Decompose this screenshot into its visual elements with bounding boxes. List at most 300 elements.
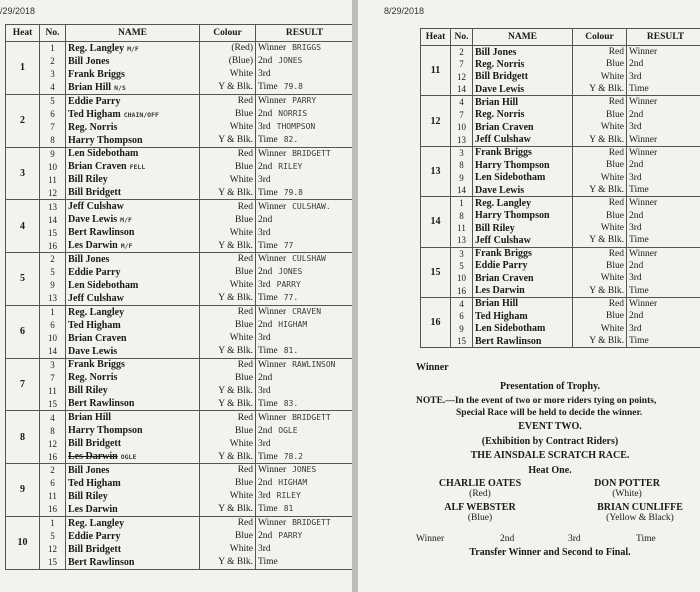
rider-number: 15 [40,398,66,411]
result-place-label: Winner [629,47,658,58]
result-place-label: Time [629,336,649,347]
bottom-time-label: Time [636,534,656,544]
result-cell [256,556,353,569]
handwritten-result: BRIGGS [292,43,322,53]
result-place-label: Winner [629,97,658,108]
heat-row [6,213,353,226]
handwritten-result: JONES [278,267,303,277]
result-place-label: 2nd [629,59,644,70]
result-place-label: 3rd [629,172,642,183]
rider-colour: White [200,121,256,134]
heat-row [421,146,700,159]
rider-number: 16 [40,450,66,463]
result-cell [256,68,353,81]
rider-name: Frank Briggs [475,248,532,260]
rider-name: Frank Briggs [475,147,532,159]
rider-name-cell [473,184,573,197]
result-cell [627,297,700,310]
rider-colour: Red [200,305,256,318]
rider-colour: Red [573,46,627,59]
result-cell [256,398,353,411]
rider-name-cell [66,358,200,371]
rider-name-cell [66,529,200,542]
rider-name: Bill Jones [68,253,110,265]
handwritten-result: 77. [283,293,299,303]
rider-charlie-oates [425,478,535,499]
rider-colour: White [200,490,256,503]
handwritten-result: CULSHAW. [292,201,331,211]
rider-name: Harry Thompson [68,425,143,437]
result-place-label: 3rd [258,227,271,238]
heat-row [6,318,353,331]
result-cell [256,411,353,424]
handwritten-result: HIGHAM [278,478,308,488]
handwritten-result: RILEY [276,491,301,501]
rider-colour: Blue [200,318,256,331]
result-cell [627,260,700,273]
result-cell [256,213,353,226]
rider-number: 6 [451,310,473,323]
handwritten-result: OGLE [278,425,298,435]
handwritten-result: PARRY [278,531,303,541]
heat-row [421,272,700,285]
heat-number: 10 [6,516,40,569]
rider-name-cell [66,173,200,186]
result-place-label: Winner [629,248,658,259]
rider-colour: White [200,226,256,239]
result-place-label: 2nd [258,267,273,278]
rider-number: 13 [40,200,66,213]
handwritten-note: M/F [127,44,139,53]
rider-colour: Red [573,297,627,310]
handwritten-note: OGLE [120,453,137,462]
rider-name: Eddie Parry [68,95,121,107]
result-place-label: 2nd [629,311,644,322]
rider-colour: White [200,332,256,345]
result-place-label: 3rd [629,223,642,234]
rider-number: 4 [40,81,66,94]
result-cell [256,318,353,331]
rider-name-cell [473,58,573,71]
rider-name-cell [473,260,573,273]
rider-number: 11 [40,490,66,503]
result-place-label: Winner [258,359,287,370]
rider-name: Reg. Norris [475,109,525,121]
rider-name-cell [66,332,200,345]
handwritten-result: RILEY [278,161,303,171]
heat-row [6,147,353,160]
heat-row [6,503,353,516]
heat-number: 6 [6,305,40,358]
rider-colour: Blue [200,477,256,490]
transfer-instruction: Transfer Winner and Second to Final. [469,547,631,558]
heat-row [6,345,353,358]
note-text-1: —In the event of two or more riders tying on points, [445,396,657,406]
rider-colour: Blue [573,209,627,222]
result-header: RESULT [627,29,700,46]
heat-row [421,58,700,71]
no-header: No. [40,25,66,42]
heat-row [421,234,700,247]
handwritten-note: M/F [120,242,133,251]
rider-colour: (Blue) [467,513,493,523]
rider-number: 12 [40,437,66,450]
heat-row [6,543,353,556]
result-place-label: Time [258,398,278,409]
rider-name: BRIAN CUNLIFFE [597,502,683,513]
heat-row [421,335,700,348]
handwritten-result: 81. [283,346,299,356]
result-place-label: Time [629,285,649,296]
rider-name-cell [66,437,200,450]
rider-name-cell [473,272,573,285]
rider-number: 5 [40,266,66,279]
rider-colour: Y & Blk. [573,285,627,298]
heat-row [6,239,353,252]
rider-number: 13 [40,292,66,305]
rider-number: 7 [40,121,66,134]
handwritten-note: M/F [120,216,132,225]
result-place-label: 3rd [258,544,271,555]
rider-name: Reg. Norris [475,58,525,70]
rider-name-cell [473,46,573,59]
result-cell [256,134,353,147]
rider-colour: Blue [573,58,627,71]
rider-name-cell [66,424,200,437]
result-cell [256,55,353,68]
rider-name-cell [66,305,200,318]
rider-number: 14 [40,213,66,226]
result-cell [627,71,700,84]
rider-number: 12 [451,71,473,84]
rider-colour: White [573,171,627,184]
result-cell [256,253,353,266]
result-place-label: Time [258,346,278,357]
heat-number: 7 [6,358,40,411]
rider-number: 9 [40,279,66,292]
rider-number: 10 [451,121,473,134]
result-place-label: Winner [258,465,287,476]
result-cell [627,108,700,121]
rider-name: Len Sidebotham [68,148,139,160]
rider-name: Brian Craven [475,121,534,133]
result-place-label: 2nd [629,109,644,120]
result-cell [627,159,700,172]
rider-number: 2 [40,253,66,266]
note-label: NOTE. [416,396,446,406]
rider-number: 14 [40,345,66,358]
rider-name: Brian Hill [475,298,519,310]
rider-colour: Red [200,516,256,529]
rider-colour: Blue [200,107,256,120]
rider-number: 1 [451,197,473,210]
result-cell [256,490,353,503]
rider-name: Harry Thompson [475,210,550,222]
rider-colour: Y & Blk. [200,384,256,397]
result-place-label: Winner [629,298,658,309]
heat-row [6,516,353,529]
rider-name-cell [473,159,573,172]
handwritten-result: PARRY [292,96,317,106]
handwritten-result: 83. [283,398,299,408]
rider-colour: Y & Blk. [573,184,627,197]
rider-number: 3 [40,68,66,81]
heat-row [6,266,353,279]
result-place-label: 2nd [258,56,273,67]
rider-name: Reg. Langley [68,42,125,54]
rider-name: Ted Higham [68,108,121,120]
result-cell [256,543,353,556]
rider-name-cell [473,146,573,159]
heat-row [421,46,700,59]
rider-name: Les Darwin [68,503,118,515]
heat-one-label: Heat One. [528,465,572,476]
rider-name-cell [66,345,200,358]
rider-name-cell [473,134,573,147]
rider-number: 10 [40,332,66,345]
result-place-label: 2nd [258,161,273,172]
rider-number: 16 [451,285,473,298]
rider-name-cell [66,450,200,463]
rider-number: 6 [40,107,66,120]
rider-number: 3 [451,146,473,159]
heat-row [6,200,353,213]
rider-colour: Blue [200,371,256,384]
rider-name: Eddie Parry [475,260,528,272]
rider-name: Brian Craven [68,332,127,344]
result-place-label: Time [258,293,278,304]
rider-name-cell [473,222,573,235]
result-cell [627,209,700,222]
result-cell [256,529,353,542]
print-date-right: 8/29/2018 [384,6,425,16]
rider-colour: Y & Blk. [200,239,256,252]
heat-number: 15 [421,247,451,297]
result-cell [627,247,700,260]
rider-name: Bill Jones [475,46,517,58]
rider-name-cell [473,285,573,298]
rider-number: 4 [451,96,473,109]
result-header: RESULT [256,25,353,42]
rider-colour: (Blue) [200,55,256,68]
result-place-label: 3rd [258,174,271,185]
rider-colour: Blue [200,213,256,226]
rider-colour: Y & Blk. [200,450,256,463]
rider-name-cell [66,279,200,292]
result-place-label: 3rd [629,122,642,133]
rider-name: Dave Lewis [475,83,525,95]
rider-name: Jeff Culshaw [475,234,531,246]
rider-name-cell [66,134,200,147]
rider-name: Bill Riley [68,490,108,502]
heat-row [6,398,353,411]
rider-colour: Red [573,197,627,210]
rider-colour: Red [200,200,256,213]
result-cell [256,292,353,305]
rider-name-cell [473,71,573,84]
left-heats-table [5,24,352,570]
rider-colour: Red [200,411,256,424]
result-place-label: Winner [258,254,287,265]
bottom-third-label: 3rd [568,534,581,544]
rider-number: 15 [40,226,66,239]
rider-name: Brian Hill [475,96,519,108]
result-place-label: Time [258,451,278,462]
rider-name-cell [473,197,573,210]
handwritten-result: RAWLINSON [292,359,336,369]
heat-row [6,450,353,463]
result-place-label: Winner [629,147,658,158]
rider-colour: Blue [200,266,256,279]
rider-colour: Red [200,464,256,477]
rider-name-cell [66,411,200,424]
rider-name: Bill Jones [68,55,110,67]
heat-row [6,107,353,120]
result-place-label: 2nd [258,214,273,225]
rider-colour: White [200,279,256,292]
heat-number: 16 [421,297,451,347]
rider-name: Eddie Parry [68,530,121,542]
rider-name-cell [473,335,573,348]
result-cell [627,234,700,247]
rider-name: Reg. Langley [475,197,532,209]
result-cell [627,310,700,323]
result-cell [256,503,353,516]
rider-colour: White [200,437,256,450]
heat-header: Heat [6,25,40,42]
handwritten-result: NORRIS [278,109,308,119]
handwritten-result: 81 [283,504,294,514]
heat-number: 5 [6,253,40,306]
heat-row [421,121,700,134]
result-cell [256,94,353,107]
heat-row [421,222,700,235]
rider-colour: White [200,68,256,81]
rider-number: 1 [40,305,66,318]
rider-name: Reg. Langley [68,306,125,318]
rider-name: Bert Rawlinson [68,398,135,410]
name-header: NAME [66,25,200,42]
rider-name-cell [66,147,200,160]
heat-row [6,94,353,107]
rider-name: Jeff Culshaw [68,201,124,213]
rider-name-cell [66,384,200,397]
rider-colour: Y & Blk. [200,187,256,200]
result-place-label: Time [258,82,278,93]
heat-row [6,55,353,68]
result-cell [627,121,700,134]
rider-name-cell [66,200,200,213]
rider-name: Reg. Norris [68,121,118,133]
result-place-label: Winner [258,201,287,212]
rider-colour: White [573,272,627,285]
result-cell [627,335,700,348]
rider-colour: Red [573,247,627,260]
handwritten-result: CRAVEN [292,307,322,317]
result-place-label: 3rd [258,385,271,396]
rider-number: 2 [40,464,66,477]
heat-row [6,371,353,384]
handwritten-result: THOMPSON [276,122,316,132]
result-place-label: 3rd [258,333,271,344]
result-place-label: 3rd [258,280,271,291]
heat-row [421,71,700,84]
rider-colour: Y & Blk. [573,134,627,147]
handwritten-result: HIGHAM [278,320,308,330]
rider-name: Len Sidebotham [475,172,546,184]
rider-name-cell [66,398,200,411]
rider-number: 8 [451,159,473,172]
result-place-label: 2nd [258,109,273,120]
rider-name: Brian Craven [68,161,127,173]
heat-number: 14 [421,197,451,247]
heat-number: 4 [6,200,40,253]
handwritten-result: BRIDGETT [292,412,331,422]
heat-row [6,332,353,345]
rider-name-cell [66,81,200,94]
rider-name-cell [66,55,200,68]
rider-number: 14 [451,83,473,96]
rider-name: Les Darwin [68,240,118,252]
rider-name: Brian Craven [475,272,534,284]
rider-name: Bill Jones [68,464,110,476]
heat-row [421,260,700,273]
heat-row [6,437,353,450]
heat-row [421,247,700,260]
result-cell [256,147,353,160]
rider-name-cell [66,490,200,503]
handwritten-result: JONES [278,56,303,66]
rider-name-cell [66,292,200,305]
result-cell [256,384,353,397]
result-cell [256,226,353,239]
handwritten-result: 77 [283,240,294,250]
handwritten-result: 79.8 [283,82,303,92]
rider-number: 11 [40,173,66,186]
race-name: THE AINSDALE SCRATCH RACE. [470,450,630,461]
rider-colour: White [200,543,256,556]
rider-name-cell [473,171,573,184]
result-place-label: Time [258,135,278,146]
rider-colour: Red [200,94,256,107]
result-place-label: Time [258,187,278,198]
result-cell [256,81,353,94]
rider-name: Frank Briggs [68,359,125,371]
heat-row [421,285,700,298]
heat-row [6,477,353,490]
rider-number: 15 [451,335,473,348]
result-place-label: Winner [258,96,287,107]
result-place-label: 3rd [258,491,271,502]
rider-name-cell [66,160,200,173]
rider-colour: Blue [573,260,627,273]
rider-name: Eddie Parry [68,266,121,278]
exhibition-subtitle: (Exhibition by Contract Riders) [481,436,619,447]
result-place-label: Time [258,240,278,251]
rider-name-cell [66,318,200,331]
result-cell [627,197,700,210]
rider-colour: Y & Blk. [200,134,256,147]
overall-winner-label: Winner [416,362,449,373]
result-place-label: Time [629,84,649,95]
rider-colour: White [573,121,627,134]
rider-name-cell [66,121,200,134]
rider-number: 5 [40,529,66,542]
heat-row [421,197,700,210]
heat-row [421,184,700,197]
heat-row [6,68,353,81]
result-cell [256,239,353,252]
